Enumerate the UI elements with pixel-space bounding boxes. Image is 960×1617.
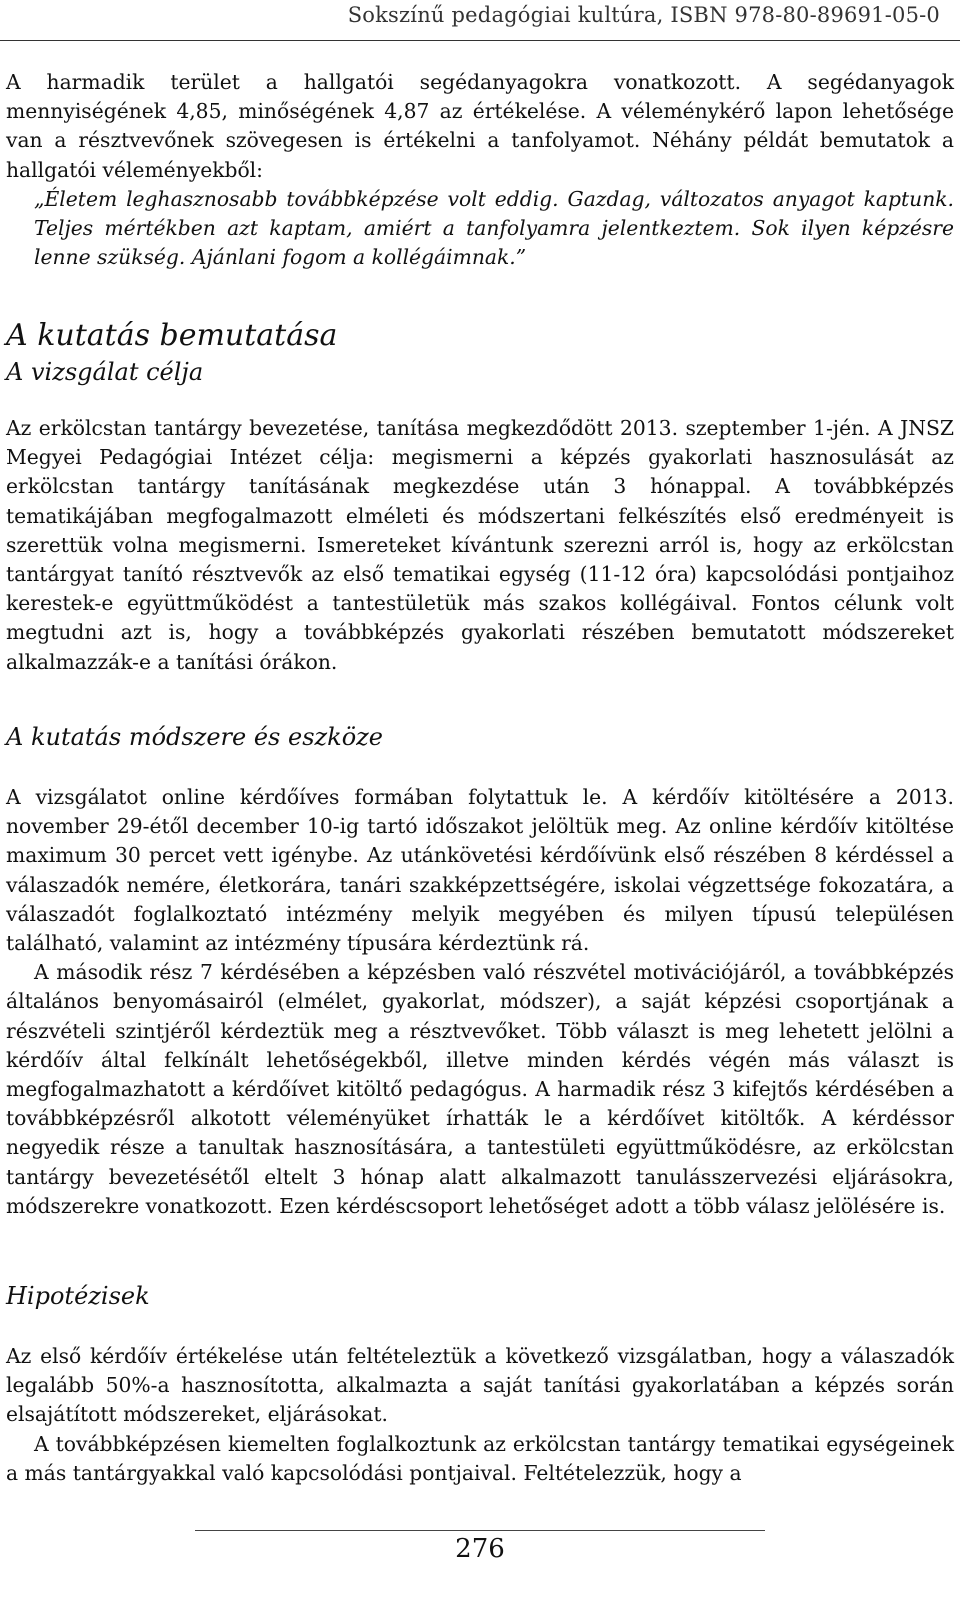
hypotheses-paragraph-1: Az első kérdőív értékelése után feltételeztük a következő vizsgálatban, hogy a válaszadók legalább 50%-a hasznosította, alkalmazta a saját tanítási gyakorlatában a képzés során elsajátított módszereket, eljárásokat. [6,1344,954,1427]
section-title-method: A kutatás módszere és eszköze [6,723,384,751]
intro-section [6,68,954,272]
student-quote: „Életem leghasznosabb továbbképzése volt eddig. Gazdag, változatos anyagot kaptunk. Teljes mértékben azt kaptam, amiért a tanfolyamra jelentkeztem. Sok ilyen képzésre lenne szükség. Ajánlani fogom a kollégáimnak.” [34,186,954,270]
footer-divider [195,1530,765,1531]
section-title-research: A kutatás bemutatása [6,318,338,353]
method-paragraph-1: A vizsgálatot online kérdőíves formában folytattuk le. A kérdőív kitöltésére a 2013. november 29-étől december 10-ig tartó időszakot jelöltük meg. Az online kérdőív kitöltése maximum 30 percet vett igénybe. Az utánkövetési kérdőívünk első részében 8 kérdéssel a válaszadók nemére, életkorára, tanári szakképzettségére, iskolai végzettsége fokozatára, a válaszadót foglalkoztató intézmény melyik megyében és milyen típusú településen található, valamint az intézmény típusára kérdeztünk rá. [6,785,954,956]
section-title-hypotheses: Hipotézisek [6,1282,150,1310]
method-paragraph-2: A második rész 7 kérdésében a képzésben való részvétel motivációjáról, a továbbképzés általános benyomásairól (elmélet, gyakorlat, módszer), a saját képzési csoportjának a részvételi szintjéről kérdeztük meg a résztvevőket. Több választ is meg lehetett jelölni a kérdőív által felkínált lehetőségekből, illetve minden kérdés végén más választ is megfogalmazhatott a kérdőívet kitöltő pedagógus. A harmadik rész 3 kifejtős kérdésében a továbbképzésről alkotott véleményüket írhatták le a kérdőívet kitöltők. A kérdéssor negyedik része a tanultak hasznosítására, a tantestületi együttműködésre, az erkölcstan tantárgy bevezetésétől eltelt 3 hónap alatt alkalmazott tanulásszervezési eljárásokra, módszerekre vonatkozott. Ezen kérdéscsoport lehetőséget adott a több válasz jelölésére is. [6,960,954,1218]
intro-paragraph: A harmadik terület a hallgatói segédanyagokra vonatkozott. A segédanyagok mennyiségének 4,85, minőségének 4,87 az értékelése. A véleménykérő lapon lehetősége van a résztvevőnek szövegesen is értékelni a tanfolyamot. Néhány példát bemutatok a hallgatói véleményekből: [6,70,954,182]
running-header [0,0,960,41]
method-section [6,783,954,1221]
subsection-title-aim: A vizsgálat célja [6,358,204,386]
research-aim-paragraph: Az erkölcstan tantárgy bevezetése, tanítása megkezdődött 2013. szeptember 1-jén. A JNSZ Megyei Pedagógiai Intézet célja: megismerni a képzés gyakorlati hasznosulását az erkölcstan tantárgy tanításának megkezdése után 3 hónappal. A továbbképzés tematikájában megfogalmazott elméleti és módszertani felkészítés első eredményeit is szerettük volna megismerni. Ismereteket kívántunk szerezni arról is, hogy az erkölcstan tantárgyat tanító résztvevők az első tematikai egység (11-12 óra) kapcsolódási pontjaihoz kerestek-e együttműködést a tantestületük más szakos kollégáival. Fontos célunk volt megtudni azt is, hogy a továbbképzés gyakorlati részében bemutatott módszereket alkalmazzák-e a tanítási órákon. [6,416,954,674]
research-aim-section [6,414,954,677]
hypotheses-paragraph-2: A továbbképzésen kiemelten foglalkoztunk az erkölcstan tantárgy tematikai egységeinek a más tantárgyakkal való kapcsolódási pontjaival. Feltételezzük, hogy a [6,1431,954,1485]
hypotheses-section [6,1342,954,1488]
page-number: 276 [455,1534,505,1564]
running-title: Sokszínű pedagógiai kultúra, ISBN 978-80-89691-05-0 [347,3,940,27]
